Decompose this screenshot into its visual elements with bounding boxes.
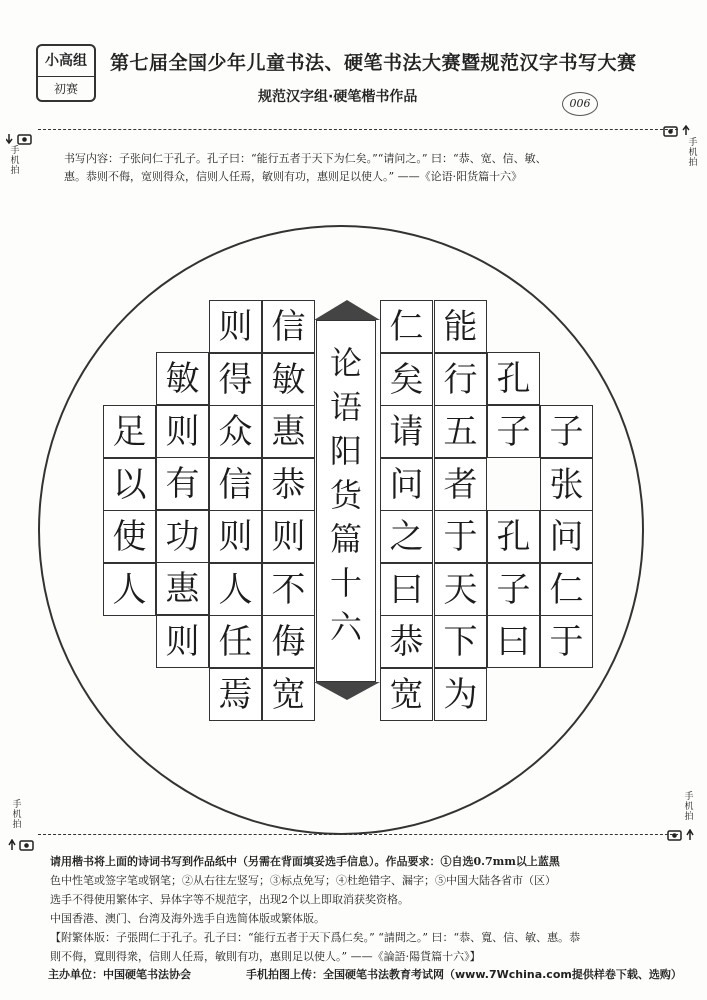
center-title-char: 六 [329,608,362,646]
page-title: 第七届全国少年儿童书法、硬笔书法大赛暨规范汉字书写大赛 [110,52,637,74]
grid-cell: 信 [209,458,262,511]
grid-cell: 则 [156,405,209,458]
grid-cell: 行 [434,353,487,406]
grid-cell: 宽 [380,668,433,721]
grid-cell: 信 [262,300,315,353]
grid-cell: 恭 [380,615,433,668]
grid-cell: 矣 [380,353,433,406]
instructions-line-1: 请用楷书将上面的诗词书写到作品纸中（另需在背面填妥选手信息）。作品要求：①自选0.7mm以上蓝黑 [50,855,560,868]
grid-cell: 子 [487,563,540,616]
grid-cell: 则 [209,300,262,353]
grid-cell: 五 [434,405,487,458]
grid-cell: 于 [540,615,593,668]
grid-cell: 孔 [487,510,540,563]
content-line-2: 惠。恭则不侮，宽则得众，信则人任焉，敏则有功，惠则足以使人。” ——《论语·阳货篇十六》 [64,170,523,183]
instructions-line-2: 色中性笔或签字笔或钢笔；②从右往左竖写；③标点免写；④杜绝错字、漏字；⑤中国大陆各省市（区） [50,874,556,887]
grid-cell: 为 [434,668,487,721]
grid-cell: 则 [262,510,315,563]
center-title-char: 篇 [329,520,362,558]
grid-cell: 之 [380,510,433,563]
grid-cell: 天 [434,563,487,616]
side-note-right-top: 手机拍 [688,138,698,168]
grid-cell: 任 [209,615,262,668]
grid-cell: 惠 [262,405,315,458]
grid-cell: 敏 [156,352,209,405]
grid-cell: 曰 [487,615,540,668]
grid-cell: 功 [156,510,209,563]
center-title-char: 论 [329,344,362,382]
instructions-line-3: 选手不得使用繁体字、异体字等不规范字，出现2个以上即取消获奖资格。 [50,893,409,906]
grid-cell: 仁 [380,300,433,353]
center-title-char: 阳 [329,432,362,470]
instructions-line-6: 則不侮，寬則得衆，信則人任焉，敏則有功，惠則足以使人。” ——《論語·陽貨篇十六》】 [50,950,481,963]
center-title-frame [316,320,376,682]
grid-cell: 焉 [209,668,262,721]
grid-cell: 敏 [262,353,315,406]
grid-cell: 人 [209,563,262,616]
grid-cell: 以 [103,458,156,511]
page-subtitle: 规范汉字组·硬笔楷书作品 [258,89,418,105]
center-title-text [317,341,375,649]
organizer: 主办单位：中国硬笔书法协会 [48,968,191,981]
grid-cell: 请 [380,405,433,458]
center-title-char: 十 [329,564,362,602]
top-triangle-ornament [314,300,380,320]
grid-cell: 得 [209,353,262,406]
grid-cell: 张 [540,458,593,511]
grid-cell: 仁 [540,563,593,616]
grid-cell: 者 [434,458,487,511]
grid-cell: 问 [540,510,593,563]
grid-cell: 能 [434,300,487,353]
grid-cell: 足 [103,405,156,458]
bottom-triangle-ornament [314,682,380,700]
grid-cell: 曰 [380,563,433,616]
grid-cell: 众 [209,405,262,458]
grid-cell: 惠 [156,562,209,615]
grid-cell: 于 [434,510,487,563]
cut-line-bottom [38,834,678,835]
side-note-left-top: 手机拍 [10,146,20,176]
instructions-line-4: 中国香港、澳门、台湾及海外选手自选简体版或繁体版。 [50,912,325,925]
instructions-line-5: 【附繁体版：子張問仁于孔子。孔子曰：“能行五者于天下爲仁矣。” “請問之。” 曰：“恭、寬、信、敏、惠。恭 [50,931,581,944]
center-title-column [314,300,380,700]
side-note-right-bottom: 手机拍 [684,792,694,822]
grid-cell: 下 [434,615,487,668]
side-note-left-bottom: 手机拍 [12,800,22,830]
grid-cell: 有 [156,457,209,510]
upload-info: 手机拍图上传：全国硬笔书法教育考试网（www.7Wchina.com提供样卷下载、选购） [246,968,682,981]
grid-cell: 子 [487,405,540,458]
grid-cell: 孔 [487,352,540,405]
grid-cell: 则 [156,615,209,668]
grid-cell: 不 [262,563,315,616]
instructions [50,852,670,966]
center-title-char: 货 [329,476,362,514]
grid-cell: 宽 [262,668,315,721]
handwritten-number: 006 [562,92,598,116]
round-name: 初赛 [53,82,78,96]
grid-cell: 子 [540,405,593,458]
group-name: 小高组 [38,46,94,77]
grid-cell: 问 [380,458,433,511]
content-line-1: 书写内容：子张问仁于孔子。孔子曰：“能行五者于天下为仁矣。”“请问之。” 曰：“恭、宽、信、敏、 [64,152,547,165]
grid-cell: 恭 [262,458,315,511]
center-title-char: 语 [329,388,362,426]
grid-cell: 使 [103,510,156,563]
grid-cell: 人 [103,563,156,616]
grid-cell: 侮 [262,615,315,668]
grid-cell: 则 [209,510,262,563]
